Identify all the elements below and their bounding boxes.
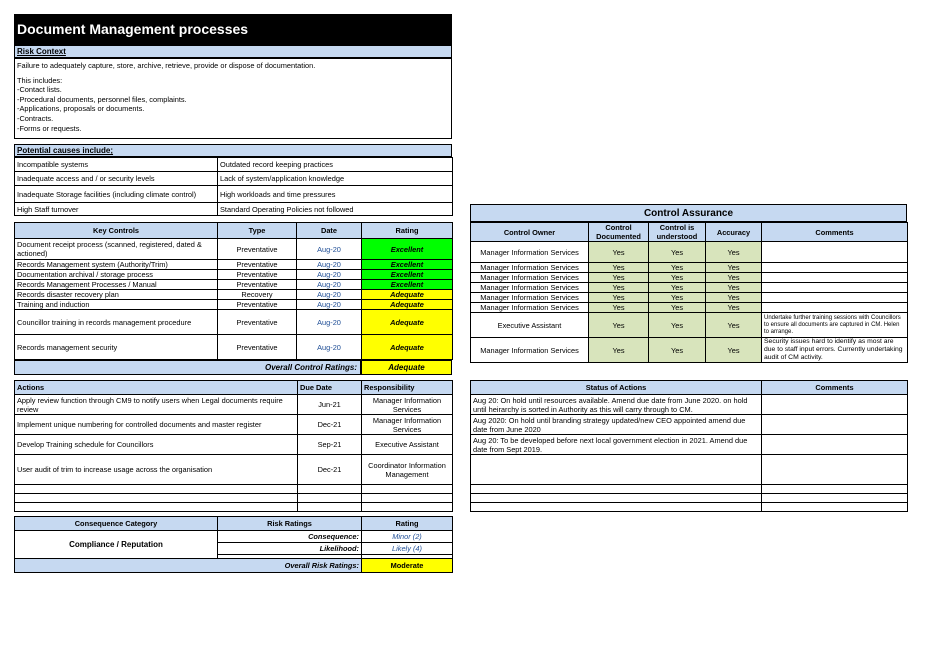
- kc-rating: Adequate: [362, 335, 453, 360]
- cons-header: Rating: [362, 517, 453, 531]
- overall-risk-label: Overall Risk Ratings:: [15, 559, 362, 573]
- risk-line: This includes:: [17, 75, 63, 85]
- ca-owner: Manager Information Services: [471, 263, 589, 273]
- kc-control: Records Management system (Authority/Trim): [15, 260, 218, 270]
- ca-comment: [762, 283, 908, 293]
- ca-comment: Security issues hard to identify as most are due to staff input errors. Currently undertaking audit of CM activity.: [762, 338, 908, 363]
- action-resp: Coordinator Information Management: [362, 455, 453, 485]
- table-row: [15, 290, 453, 300]
- table-row: [471, 273, 908, 283]
- table-row: [15, 300, 453, 310]
- risk-context-heading: Risk Context: [14, 45, 452, 58]
- ca-comment: Undertake further training sessions with Councillors to ensure all documents are captured in CM. Helen to arrange.: [762, 313, 908, 338]
- table-row: [15, 485, 453, 494]
- ca-documented: Yes: [589, 283, 649, 293]
- ca-header: Control Owner: [471, 223, 589, 242]
- action-due: Jun-21: [298, 395, 362, 415]
- kc-rating: Adequate: [362, 310, 453, 335]
- kc-control: Training and induction: [15, 300, 218, 310]
- ca-owner: Manager Information Services: [471, 242, 589, 263]
- ca-accuracy: Yes: [706, 303, 762, 313]
- ca-understood: Yes: [649, 283, 706, 293]
- table-row: [471, 435, 908, 455]
- table-row: [471, 293, 908, 303]
- cause-cell: High Staff turnover: [15, 203, 218, 216]
- ca-owner: Manager Information Services: [471, 338, 589, 363]
- ca-accuracy: Yes: [706, 263, 762, 273]
- ca-accuracy: Yes: [706, 273, 762, 283]
- ca-understood: Yes: [649, 338, 706, 363]
- action-text: Implement unique numbering for controlled documents and master register: [15, 415, 298, 435]
- kc-header: Date: [297, 223, 362, 239]
- actions-header: Responsibility: [362, 381, 453, 395]
- ca-accuracy: Yes: [706, 293, 762, 303]
- table-row: [471, 283, 908, 293]
- table-row: [15, 395, 453, 415]
- ca-understood: Yes: [649, 263, 706, 273]
- kc-header: Rating: [362, 223, 453, 239]
- status-text: Aug 20: On hold until resources available. Amend due date from June 2020. on hold until heirarchy is sorted in Authority as this will carry through to CM.: [471, 395, 762, 415]
- ca-header: Accuracy: [706, 223, 762, 242]
- kc-rating: Adequate: [362, 290, 453, 300]
- kc-type: Preventative: [218, 280, 297, 290]
- cause-cell: Incompatible systems: [15, 158, 218, 172]
- ca-comment: [762, 293, 908, 303]
- table-row: [471, 485, 908, 494]
- kc-control: Records disaster recovery plan: [15, 290, 218, 300]
- kc-type: Preventative: [218, 300, 297, 310]
- risk-line: -Contact lists.: [17, 85, 62, 95]
- risk-line: Failure to adequately capture, store, archive, retrieve, provide or dispose of documentation.: [17, 61, 316, 70]
- ca-header: Control is understood: [649, 223, 706, 242]
- kc-rating: Excellent: [362, 239, 453, 260]
- action-text: Apply review function through CM9 to notify users when Legal documents require review: [15, 395, 298, 415]
- table-row: [471, 242, 908, 263]
- ca-owner: Manager Information Services: [471, 303, 589, 313]
- kc-date: Aug-20: [297, 310, 362, 335]
- ca-accuracy: Yes: [706, 338, 762, 363]
- action-resp: Executive Assistant: [362, 435, 453, 455]
- cause-cell: Lack of system/application knowledge: [218, 172, 453, 186]
- cause-cell: Inadequate Storage facilities (including climate control): [15, 186, 218, 203]
- action-due: Dec-21: [298, 455, 362, 485]
- actions-header: Due Date: [298, 381, 362, 395]
- table-row: [15, 494, 453, 503]
- cause-cell: Outdated record keeping practices: [218, 158, 453, 172]
- table-row: [471, 415, 908, 435]
- ca-understood: Yes: [649, 293, 706, 303]
- likelihood-value: Likely (4): [362, 543, 453, 555]
- ca-documented: Yes: [589, 338, 649, 363]
- table-row: [15, 435, 453, 455]
- likelihood-label: Likelihood:: [218, 543, 362, 555]
- kc-date: Aug-20: [297, 260, 362, 270]
- kc-date: Aug-20: [297, 290, 362, 300]
- action-text: Develop Training schedule for Councillors: [15, 435, 298, 455]
- consequence-label: Consequence:: [218, 531, 362, 543]
- kc-date: Aug-20: [297, 270, 362, 280]
- table-row: [471, 263, 908, 273]
- action-resp: Manager Information Services: [362, 415, 453, 435]
- table-row: [471, 503, 908, 512]
- table-row: [471, 455, 908, 485]
- kc-control: Records Management Processes / Manual: [15, 280, 218, 290]
- control-assurance-table: [470, 222, 908, 363]
- kc-date: Aug-20: [297, 335, 362, 360]
- page-title: Document Management processes: [14, 14, 452, 45]
- ca-owner: Manager Information Services: [471, 293, 589, 303]
- overall-risk-value: Moderate: [362, 559, 453, 573]
- cause-cell: Standard Operating Policies not followed: [218, 203, 453, 216]
- status-text: [471, 455, 762, 485]
- ca-understood: Yes: [649, 303, 706, 313]
- ca-understood: Yes: [649, 273, 706, 283]
- ca-header: Comments: [762, 223, 908, 242]
- action-text: User audit of trim to increase usage across the organisation: [15, 455, 298, 485]
- actions-header: Actions: [15, 381, 298, 395]
- table-row: [471, 395, 908, 415]
- kc-control: Document receipt process (scanned, registered, dated & actioned): [15, 239, 218, 260]
- consequence-table: [14, 516, 453, 573]
- consequence-value: Minor (2): [362, 531, 453, 543]
- kc-type: Preventative: [218, 239, 297, 260]
- ca-documented: Yes: [589, 313, 649, 338]
- kc-date: Aug-20: [297, 300, 362, 310]
- risk-line: -Forms or requests.: [17, 123, 82, 133]
- table-row: [15, 280, 453, 290]
- causes-table: [14, 157, 453, 216]
- table-row: [471, 313, 908, 338]
- ca-documented: Yes: [589, 263, 649, 273]
- kc-control: Councillor training in records management procedure: [15, 310, 218, 335]
- kc-type: Preventative: [218, 310, 297, 335]
- kc-date: Aug-20: [297, 280, 362, 290]
- kc-type: Preventative: [218, 335, 297, 360]
- action-due: Sep-21: [298, 435, 362, 455]
- ca-understood: Yes: [649, 313, 706, 338]
- kc-control: Records management security: [15, 335, 218, 360]
- ca-comment: [762, 242, 908, 263]
- ca-comment: [762, 303, 908, 313]
- ca-comment: [762, 263, 908, 273]
- table-row: [15, 455, 453, 485]
- table-row: [15, 310, 453, 335]
- kc-rating: Excellent: [362, 280, 453, 290]
- ca-accuracy: Yes: [706, 313, 762, 338]
- cause-cell: Inadequate access and / or security levels: [15, 172, 218, 186]
- ca-owner: Manager Information Services: [471, 283, 589, 293]
- risk-line: -Procedural documents, personnel files, complaints.: [17, 94, 187, 104]
- ca-accuracy: Yes: [706, 242, 762, 263]
- kc-rating: Excellent: [362, 270, 453, 280]
- table-row: [15, 415, 453, 435]
- table-row: [15, 503, 453, 512]
- ca-documented: Yes: [589, 293, 649, 303]
- ca-accuracy: Yes: [706, 283, 762, 293]
- status-table: [470, 380, 908, 512]
- status-header: Status of Actions: [471, 381, 762, 395]
- kc-rating: Adequate: [362, 300, 453, 310]
- status-text: Aug 2020: On hold until branding strategy updated/new CEO appointed amend due date from June 2020: [471, 415, 762, 435]
- key-controls-table: [14, 222, 453, 360]
- table-row: [15, 335, 453, 360]
- table-row: [471, 494, 908, 503]
- causes-heading: Potential causes include;: [14, 144, 452, 157]
- table-row: [15, 260, 453, 270]
- kc-header: Key Controls: [15, 223, 218, 239]
- action-resp: Manager Information Services: [362, 395, 453, 415]
- ca-comment: [762, 273, 908, 283]
- cons-header: Risk Ratings: [218, 517, 362, 531]
- action-due: Dec-21: [298, 415, 362, 435]
- overall-control-value: Adequate: [361, 360, 452, 375]
- ca-understood: Yes: [649, 242, 706, 263]
- status-text: Aug 20: To be developed before next local government election in 2021. Amend due date from Sept 2019.: [471, 435, 762, 455]
- status-header: Comments: [762, 381, 908, 395]
- overall-control-label: Overall Control Ratings:: [14, 360, 361, 375]
- ca-header: Control Documented: [589, 223, 649, 242]
- cons-header: Consequence Category: [15, 517, 218, 531]
- kc-rating: Excellent: [362, 260, 453, 270]
- ca-owner: Manager Information Services: [471, 273, 589, 283]
- ca-owner: Executive Assistant: [471, 313, 589, 338]
- ca-documented: Yes: [589, 303, 649, 313]
- kc-control: Documentation archival / storage process: [15, 270, 218, 280]
- risk-context-body: [14, 58, 452, 139]
- kc-type: Recovery: [218, 290, 297, 300]
- kc-header: Type: [218, 223, 297, 239]
- ca-documented: Yes: [589, 273, 649, 283]
- risk-line: -Contracts.: [17, 113, 54, 123]
- table-row: [15, 270, 453, 280]
- kc-date: Aug-20: [297, 239, 362, 260]
- control-assurance-title: Control Assurance: [470, 204, 907, 222]
- table-row: [471, 338, 908, 363]
- table-row: [471, 303, 908, 313]
- cause-cell: High workloads and time pressures: [218, 186, 453, 203]
- risk-line: -Applications, proposals or documents.: [17, 104, 145, 114]
- consequence-category: Compliance / Reputation: [15, 531, 218, 559]
- table-row: [15, 239, 453, 260]
- actions-table: [14, 380, 453, 512]
- kc-type: Preventative: [218, 260, 297, 270]
- ca-documented: Yes: [589, 242, 649, 263]
- kc-type: Preventative: [218, 270, 297, 280]
